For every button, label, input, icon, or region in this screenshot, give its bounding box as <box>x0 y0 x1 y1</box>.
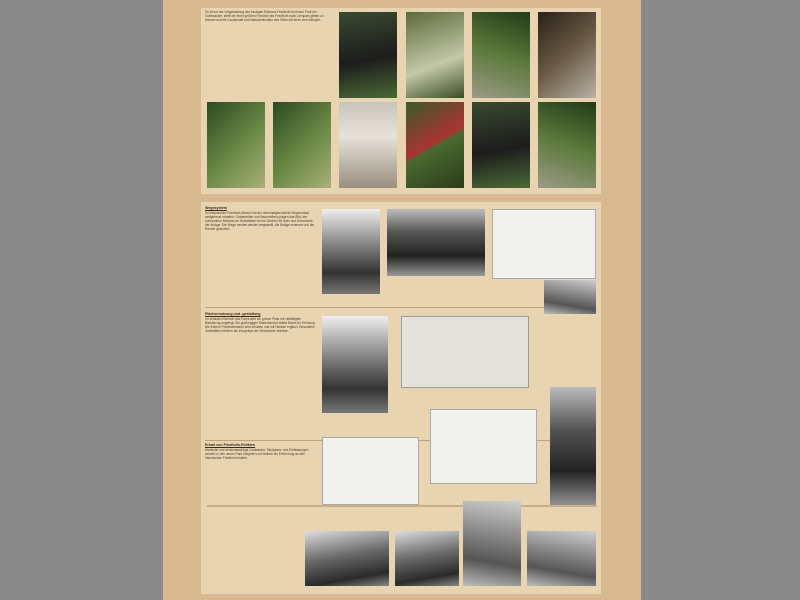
photo-angel-statue <box>538 12 596 98</box>
photo-garden-grave <box>207 102 265 188</box>
section-wegesystem <box>205 206 317 301</box>
photo-ivy-wall <box>538 102 596 188</box>
photo-railing <box>544 280 596 314</box>
section-heading: Wegesystem <box>205 206 227 210</box>
photo-meadow-trees <box>322 316 388 413</box>
photo-inscribed-gravestone <box>472 102 530 188</box>
section-body: Wertvolle und denkmalwürdige Grabsteine, Skulpturen und Einfassungen werden in den neuen Park integriert und bleiben als Erinnerung an den historischen Friedhof erhalten. <box>205 448 309 460</box>
section-erhalt <box>205 443 317 498</box>
section-heading: Flächennutzung und -gestaltung <box>205 312 261 316</box>
section-body: Im historischen Friedhofs-Bereich ist der denkmalgeschützte Wegeverlauf weitgehend erhalten. Gräberfelder und Baumreihen prägen das Bild; der vorhandene Bestand an Grabstätten ist ein Zeichen für Alter und Geschichte der Anlage. Die Wege werden wieder hergestellt, die Beläge erneuert und die Ränder gesichert. <box>205 211 315 231</box>
photo-ivy-leaves <box>406 12 464 98</box>
intro-text: Es ist vor der Umgestaltung des heutigen Rathaus-Friedhofs ist einem Park ein Gottesacker, stellt der einer größten Friedhof des Friedhofs nach Lernpark gelten zu können und die Landschaft und Naturdenkmäler des Ortes mit einer zum Beispiel... <box>205 10 324 22</box>
photo-tree-avenue <box>322 209 380 294</box>
section-flaechennutzung <box>205 312 317 437</box>
photo-stone-monument <box>463 501 521 586</box>
photo-stone-face-relief <box>339 102 397 188</box>
photo-urn-pillar <box>472 12 530 98</box>
sketch-terrace <box>430 409 537 484</box>
section-body: Im zentralen Bereich des Parks wird ein grüner Platz mit vielfältigem Blickbezug angelegt. Ein großzügiger Rasenbereich bietet Raum für Erholung. Die frühere Friedhofsmauer wird erhalten und mit Hecken ergänzt. Besondere Grabstätten bleiben als Zeugnisse der Geschichte sichtbar. <box>205 317 316 333</box>
photo-park-path <box>387 209 485 276</box>
poster-board <box>163 0 641 600</box>
photo-garden-bench <box>305 531 389 586</box>
image-strip-divider <box>207 505 597 507</box>
photo-gravestone-cross <box>339 12 397 98</box>
photo-ivy-urn <box>273 102 331 188</box>
photo-tall-forest <box>550 387 596 507</box>
sketch-tree-canopy <box>401 316 529 388</box>
photo-lawn-park <box>527 531 596 586</box>
photo-red-berries <box>406 102 464 188</box>
photo-children-playing <box>395 531 459 586</box>
section-heading: Erhalt von Friedhofs-Relikten <box>205 443 256 447</box>
sketch-stairs-seating <box>322 437 419 505</box>
divider-line <box>205 307 595 308</box>
sketch-pergola <box>492 209 596 279</box>
